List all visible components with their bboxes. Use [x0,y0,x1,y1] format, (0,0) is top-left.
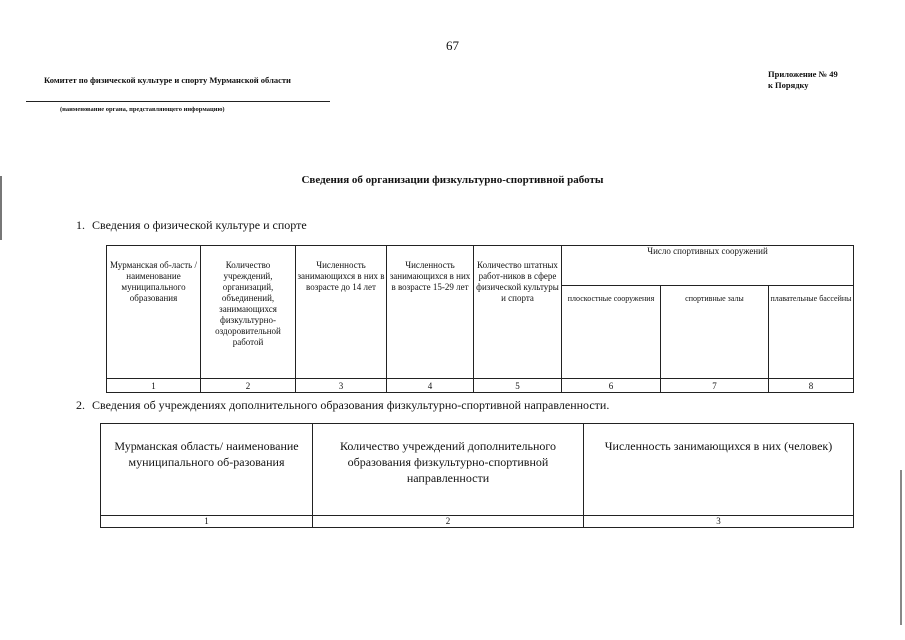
organization-underline [26,101,330,102]
header-institutions-count: Количество учреждений, организаций, объединений, занимающихся физкультурно-оздоровительной работой [201,246,296,379]
appendix-line-1: Приложение № 49 [768,69,838,79]
additional-education-table [100,423,854,528]
organization-name: Комитет по физической культуре и спорту Мурманской области [44,75,291,85]
column-number: 1 [101,516,313,528]
column-number: 1 [107,379,201,393]
section1-title: Сведения о физической культуре и спорте [92,218,307,232]
header-staff-count: Количество штатных работ-ников в сфере физической культуры и спорта [474,246,562,379]
header-region: Мурманская область/ наименование муниципального об-разования [101,424,313,516]
section2-number: 2. [76,398,85,412]
column-number: 2 [201,379,296,393]
section1-heading [76,218,307,233]
column-number: 8 [769,379,854,393]
header-flat-facilities: плоскостные сооружения [562,286,661,379]
appendix-line-2: к Порядку [768,80,809,90]
organization-caption: (наименование органа, представляющего информацию) [60,106,225,113]
column-number: 6 [562,379,661,393]
header-sports-halls: спортивные залы [661,286,769,379]
column-number-row [107,379,854,393]
header-institutions-count: Количество учреждений дополнительного образования физкультурно-спортивной направленности [313,424,584,516]
column-number: 2 [313,516,584,528]
appendix-reference [768,69,838,91]
header-participants-15-29: Численность занимающихся в них в возрасте 15-29 лет [387,246,474,379]
page-number: 67 [446,38,459,53]
sports-statistics-table [106,245,854,393]
section2-heading [76,398,609,413]
header-swimming-pools: плавательные бассейны [769,286,854,379]
scan-edge-right [900,470,902,625]
section1-number: 1. [76,218,85,232]
column-number-row [101,516,854,528]
header-region: Мурманская об-ласть /наименование муниципального образования [107,246,201,379]
header-students-count: Численность занимающихся в них (человек) [584,424,854,516]
scan-edge-left [0,176,2,240]
section2-title: Сведения об учреждениях дополнительного образования физкультурно-спортивной направленности. [92,398,610,412]
column-number: 5 [474,379,562,393]
document-title: Сведения об организации физкультурно-спортивной работы [301,174,604,186]
column-number: 3 [296,379,387,393]
column-number: 3 [584,516,854,528]
column-number: 4 [387,379,474,393]
header-participants-under-14: Численность занимающихся в них в возрасте до 14 лет [296,246,387,379]
header-sports-facilities: Число спортивных сооружений [562,246,854,286]
column-number: 7 [661,379,769,393]
